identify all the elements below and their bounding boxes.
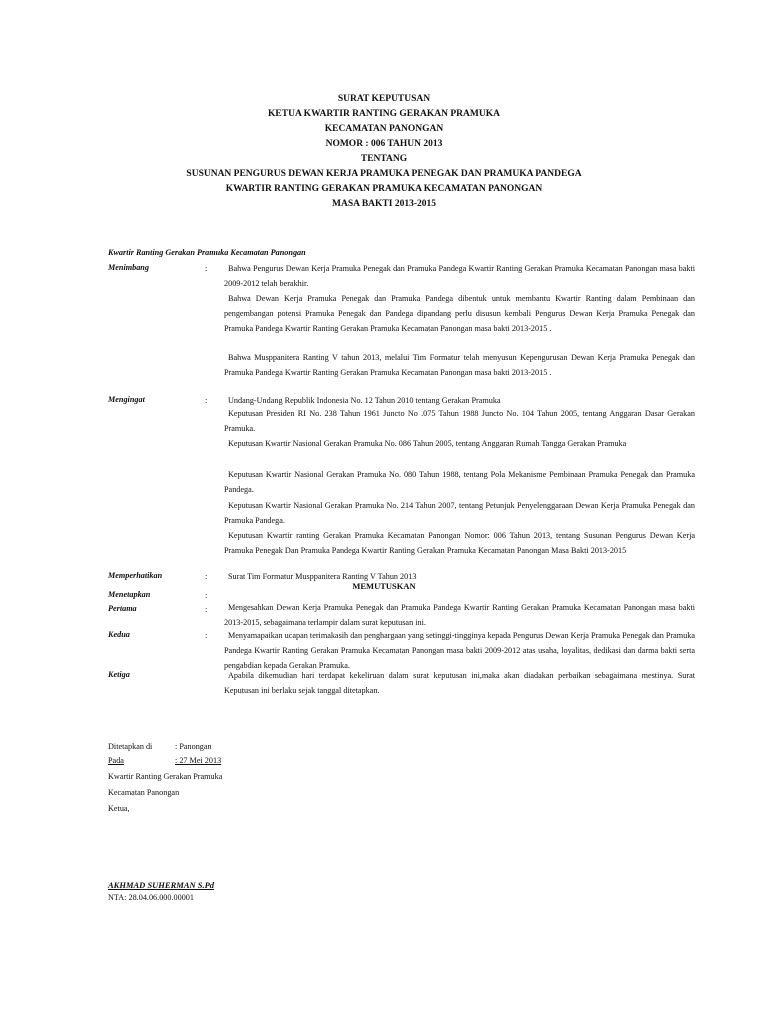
kedua-label: Kedua — [108, 630, 130, 639]
colon: : — [205, 395, 208, 405]
title-line: MASA BAKTI 2013-2015 — [332, 199, 436, 209]
pada-label — [108, 756, 170, 765]
title-line: KETUA KWARTIR RANTING GERAKAN PRAMUKA — [268, 109, 500, 119]
pada-value: : 27 Mei 2013 — [175, 756, 222, 765]
ditetapkan-value: : Panongan — [175, 742, 212, 751]
title-line: KWARTIR RANTING GERAKAN PRAMUKA KECAMATAN PANONGAN — [225, 184, 543, 194]
org-line: Kecamatan Panongan — [108, 788, 180, 797]
mengingat-item: Keputusan Kwartir ranting Gerakan Pramuka Kecamatan Panongan Nomor: 006 Tahun 2013, tentang Susunan Pengurus Dewan Kerja Pramuka Penegak Dan Pramuka Pandega Kwartir Ranting Gerakan Pramuka Kecamatan Panongan Masa Bakti 2013-2015 — [224, 531, 695, 555]
menimbang-label: Menimbang — [108, 263, 149, 272]
colon: : — [205, 630, 208, 640]
title-line: KECAMATAN PANONGAN — [324, 124, 444, 134]
mengingat-item: Keputusan Kwartir Nasional Gerakan Pramuka No. 086 Tahun 2005, tentang Anggaran Rumah Tangga Gerakan Pramuka — [228, 439, 627, 448]
menimbang-item: Bahwa Pengurus Dewan Kerja Pramuka Penegak dan Pramuka Pandega Kwartir Ranting Gerakan Pramuka Kecamatan Panongan masa bakti 2009-2012 telah berakhir. — [224, 264, 695, 288]
colon: : — [205, 590, 208, 600]
document-title-block — [0, 92, 768, 212]
signer-id: NTA: 28.04.06.000.00001 — [108, 893, 194, 902]
mengingat-item: Undang-Undang Republik Indonesia No. 12 Tahun 2010 tentang Gerakan Pramuka — [228, 396, 501, 405]
memperhatikan-text: Surat Tim Formatur Musppanitera Ranting V Tahun 2013 — [228, 572, 417, 581]
ditetapkan-label: Ditetapkan di — [108, 742, 153, 751]
title-line: SUSUNAN PENGURUS DEWAN KERJA PRAMUKA PENEGAK DAN PRAMUKA PANDEGA — [186, 169, 582, 179]
mengingat-item: Keputusan Kwartir Nasional Gerakan Pramuka No. 080 Tahun 1988, tentang Pola Mekanisme Pembinaan Pramuka Penegak dan Pramuka Pandega. — [224, 470, 695, 494]
mengingat-item: Keputusan Kwartir Nasional Gerakan Pramuka No. 214 Tahun 2007, tentang Petunjuk Penyelenggaraan Dewan Kerja Pramuka Penegak dan Pramuka Pandega. — [224, 501, 695, 525]
kedua-text: Menyamapaikan ucapan terimakasih dan penghargaan yang setinggi-tingginya kepada Pengurus Dewan Kerja Pramuka Penegak dan Pramuka Pandega Kwartir Ranting Gerakan Pramuka Kecamatan Panongan masa bakti 2009-2012 atas usaha, loyalitas, dedikasi dan darma bakti serta pengabdian kepada Gerakan Pramuka. — [224, 631, 695, 670]
title-line: SURAT KEPUTUSAN — [337, 94, 431, 104]
org-line: Kwartir Ranting Gerakan Pramuka — [108, 772, 223, 781]
ketiga-label: Ketiga — [108, 670, 130, 679]
title-line: NOMOR : 006 TAHUN 2013 — [325, 139, 443, 149]
colon: : — [205, 604, 208, 614]
ketiga-text: Apabila dikemudian hari terdapat kekeliruan dalam surat keputusan ini,maka akan diadakan perbaikan sebagaimana mestinya. Surat Keputusan ini berlaku sejak tanggal ditetapkan. — [224, 671, 695, 695]
signer-role: Ketua, — [108, 804, 130, 813]
mengingat-item: Keputusan Presiden RI No. 238 Tahun 1961 Juncto No .075 Tahun 1988 Juncto No. 104 Tahun 2005, tentang Anggaran Dasar Gerakan Pramuka. — [224, 409, 695, 433]
colon: : — [205, 571, 208, 581]
intro-line: Kwartir Ranting Gerakan Pramuka Kecamatan Panongan — [108, 248, 306, 257]
colon: : — [205, 263, 208, 273]
menimbang-item: Bahwa Musppanitera Ranting V tahun 2013, melalui Tim Formatur telah menyusun Kepengurusan Dewan Kerja Pramuka Penegak dan Pramuka Pandega Kwartir Ranting Gerakan Pramuka Kecamatan Panongan masa bakti 2013-2015 . — [224, 353, 695, 377]
mengingat-label: Mengingat — [108, 395, 145, 404]
memperhatikan-label: Memperhatikan — [108, 571, 163, 580]
pertama-label: Pertama — [108, 604, 137, 613]
menetapkan-label: Menetapkan — [108, 590, 151, 599]
title-line: TENTANG — [360, 154, 408, 164]
signer-name: AKHMAD SUHERMAN S.Pd — [108, 880, 215, 890]
menimbang-item: Bahwa Dewan Kerja Pramuka Penegak dan Pramuka Pandega dibentuk untuk membantu Kwartir Ranting dalam Pembinaan dan pengembangan potensi Pramuka Penegak dan Pandega dipandang perlu disusun kembali Pengurus Dewan Kerja Pramuka Penegak dan Pramuka Pandega Kwartir Ranting Gerakan Pramuka Kecamatan Panongan masa bakti 2013-2015 . — [224, 294, 695, 333]
pada-label-text: Pada — [108, 756, 124, 765]
memutuskan-heading: MEMUTUSKAN — [352, 581, 416, 591]
pertama-text: Mengesahkan Dewan Kerja Pramuka Penegak dan Pramuka Pandega Kwartir Ranting Gerakan Pramuka Kecamatan Panongan masa bakti 2013-2015, sebagaimana terlampir dalam surat keputusan ini. — [224, 603, 695, 627]
